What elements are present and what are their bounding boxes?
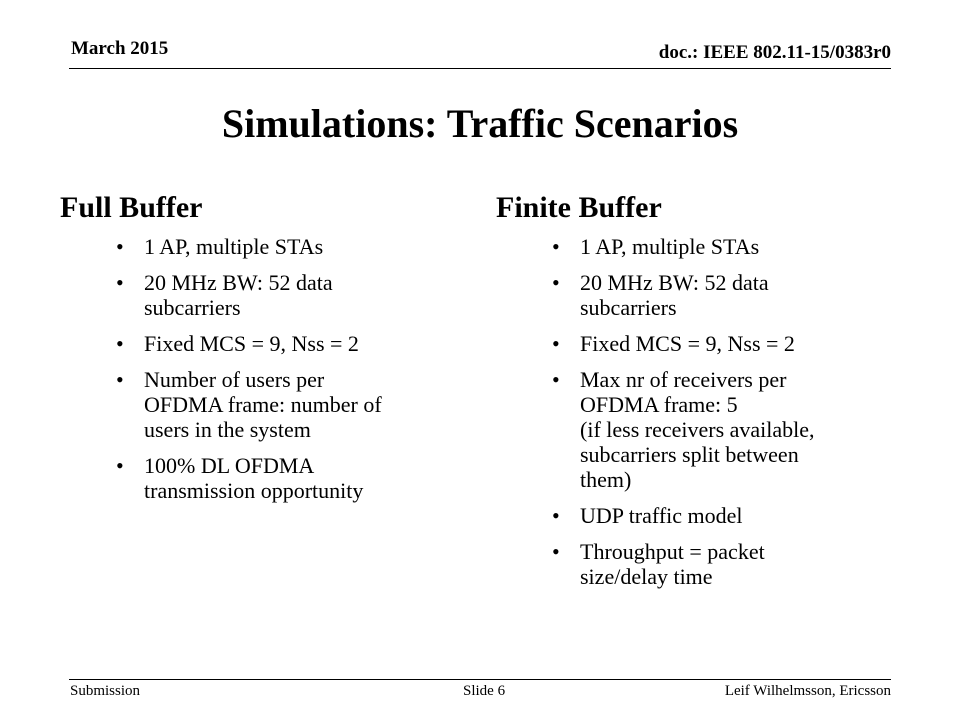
finite-buffer-list bbox=[496, 234, 916, 589]
bullet-icon: • bbox=[552, 234, 560, 259]
header-divider bbox=[69, 68, 891, 69]
list-item bbox=[60, 270, 440, 320]
bullet-icon: • bbox=[552, 331, 560, 356]
list-item bbox=[60, 331, 440, 356]
list-item-text: Throughput = packet size/delay time bbox=[580, 539, 765, 589]
bullet-icon: • bbox=[116, 367, 124, 392]
finite-buffer-column bbox=[496, 190, 916, 600]
list-item bbox=[496, 503, 916, 528]
list-item-text: Fixed MCS = 9, Nss = 2 bbox=[580, 331, 795, 356]
list-item bbox=[496, 331, 916, 356]
full-buffer-column bbox=[60, 190, 440, 514]
list-item bbox=[496, 234, 916, 259]
footer-divider bbox=[69, 679, 891, 680]
list-item bbox=[496, 367, 916, 492]
bullet-icon: • bbox=[116, 453, 124, 478]
list-item-text: 1 AP, multiple STAs bbox=[144, 234, 324, 259]
list-item-text: Number of users per OFDMA frame: number of users in the system bbox=[144, 367, 382, 442]
finite-buffer-heading: Finite Buffer bbox=[496, 191, 662, 224]
bullet-icon: • bbox=[552, 367, 560, 392]
bullet-icon: • bbox=[552, 539, 560, 564]
list-item-text: 20 MHz BW: 52 data subcarriers bbox=[144, 270, 333, 320]
full-buffer-heading: Full Buffer bbox=[60, 191, 203, 224]
bullet-icon: • bbox=[116, 234, 124, 259]
footer-submission: Submission bbox=[70, 683, 141, 699]
bullet-icon: • bbox=[116, 270, 124, 295]
slide-title: Simulations: Traffic Scenarios bbox=[221, 101, 739, 146]
list-item bbox=[60, 234, 440, 259]
bullet-icon: • bbox=[552, 270, 560, 295]
footer-author: Leif Wilhelmsson, Ericsson bbox=[724, 683, 891, 699]
header-date: March 2015 bbox=[71, 38, 169, 59]
list-item bbox=[60, 453, 440, 503]
list-item-text: Fixed MCS = 9, Nss = 2 bbox=[144, 331, 359, 356]
bullet-icon: • bbox=[116, 331, 124, 356]
list-item bbox=[496, 270, 916, 320]
list-item-text: 20 MHz BW: 52 data subcarriers bbox=[580, 270, 769, 320]
list-item bbox=[496, 539, 916, 589]
full-buffer-list bbox=[60, 234, 440, 503]
list-item-text: 100% DL OFDMA transmission opportunity bbox=[144, 453, 364, 503]
list-item-text: UDP traffic model bbox=[580, 503, 743, 528]
list-item bbox=[60, 367, 440, 442]
list-item-text: Max nr of receivers per OFDMA frame: 5 (if less receivers available, subcarriers split between them) bbox=[580, 367, 815, 492]
footer-slide-number: Slide 6 bbox=[463, 683, 506, 699]
list-item-text: 1 AP, multiple STAs bbox=[580, 234, 760, 259]
bullet-icon: • bbox=[552, 503, 560, 528]
header-doc-id: doc.: IEEE 802.11-15/0383r0 bbox=[658, 42, 891, 63]
